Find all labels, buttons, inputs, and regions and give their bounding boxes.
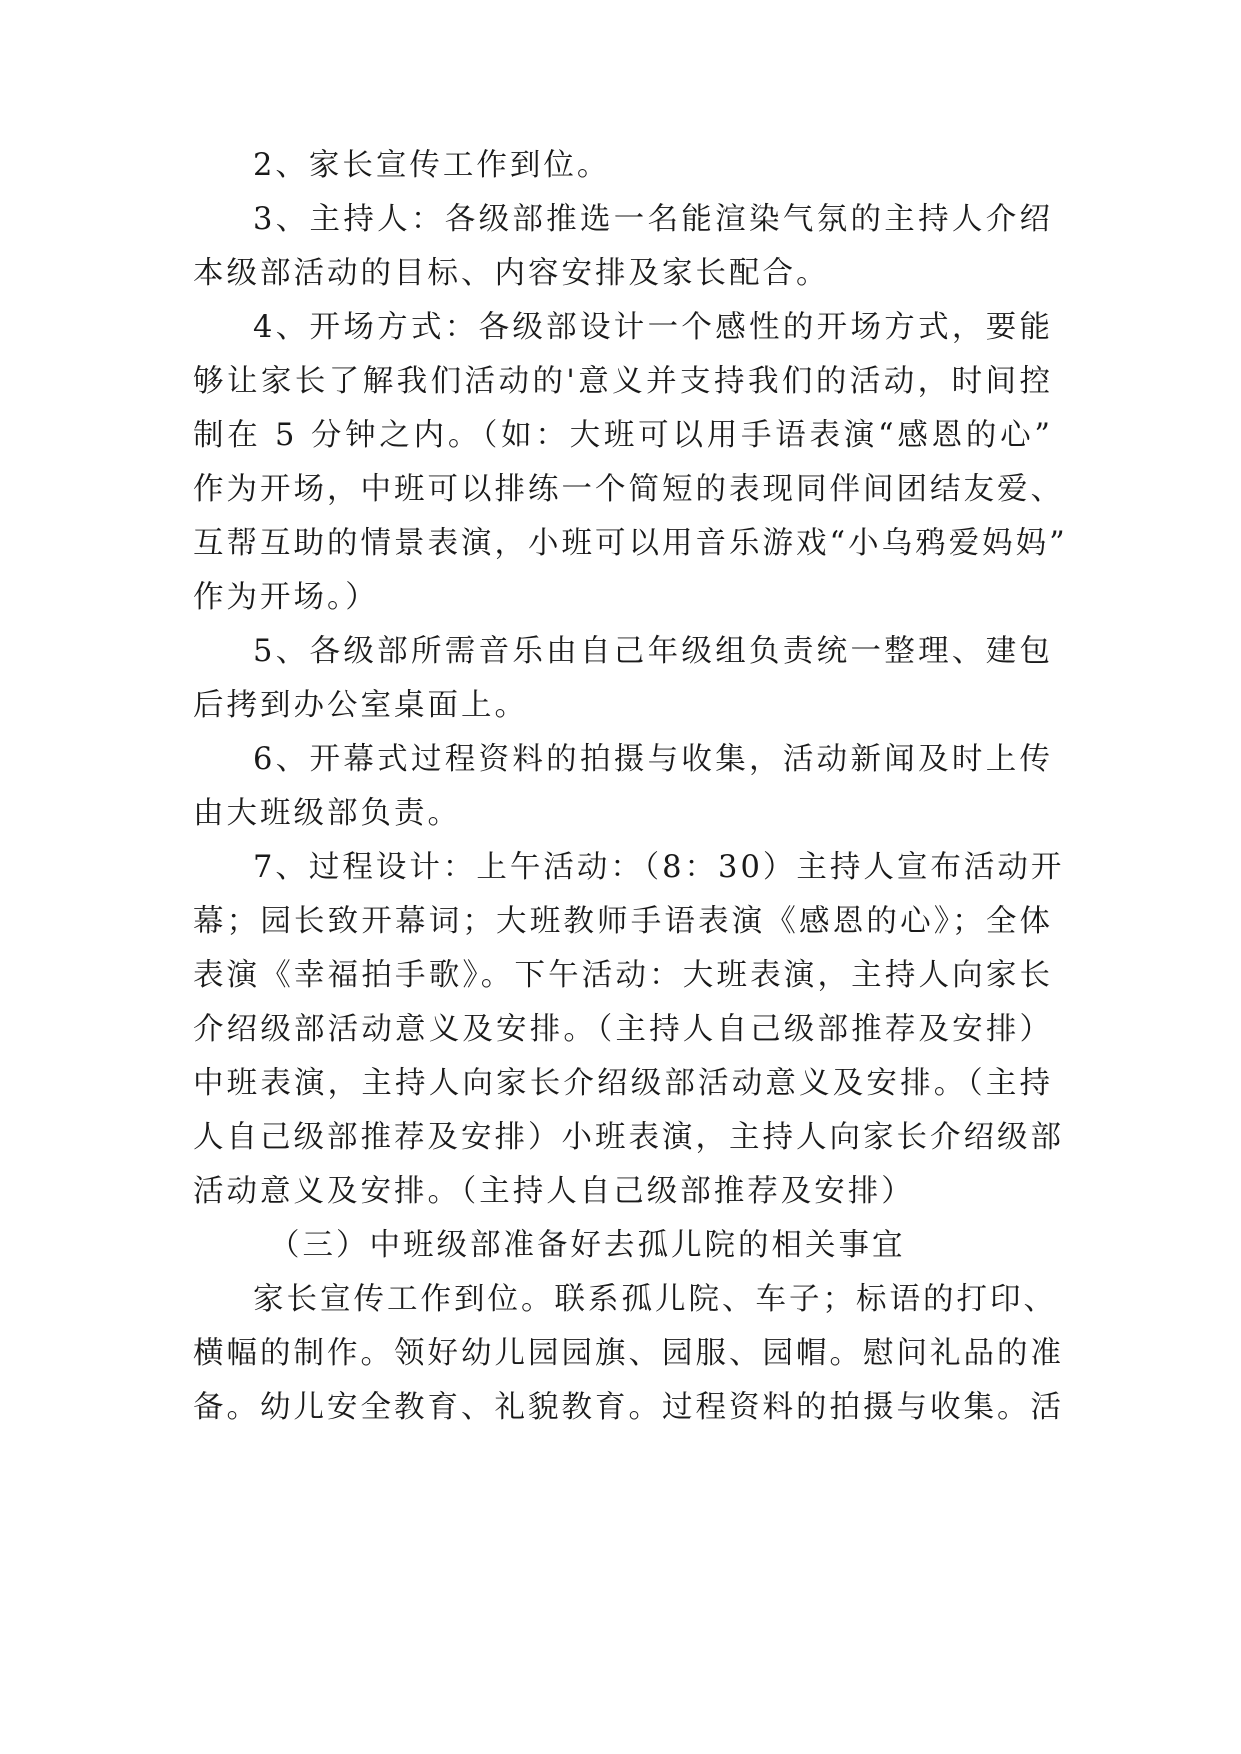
text-line: 2、家长宣传工作到位。 (253, 148, 611, 183)
text-line: 5、各级部所需音乐由自己年级组负责统一整理、建包 (253, 634, 1053, 669)
text-line: 互帮互助的情景表演，小班可以用音乐游戏“小乌鸦爱妈妈” (193, 526, 1068, 561)
text-line: 备。幼儿安全教育、礼貌教育。过程资料的拍摄与收集。活 (193, 1390, 1064, 1425)
text-line: 制在 5 分钟之内。（如：大班可以用手语表演“感恩的心” (193, 418, 1053, 453)
text-line: 够让家长了解我们活动的'意义并支持我们的活动，时间控 (193, 364, 1053, 399)
text-line: 表演《幸福拍手歌》。下午活动：大班表演，主持人向家长 (193, 958, 1053, 993)
text-line: 7、过程设计：上午活动：（8：30）主持人宣布活动开 (253, 850, 1065, 885)
text-line: 介绍级部活动意义及安排。（主持人自己级部推荐及安排） (193, 1012, 1053, 1047)
text-line: 4、开场方式：各级部设计一个感性的开场方式，要能 (253, 310, 1053, 345)
text-line: 横幅的制作。领好幼儿园园旗、园服、园帽。慰问礼品的准 (193, 1336, 1064, 1371)
text-line: 家长宣传工作到位。联系孤儿院、车子；标语的打印、 (253, 1282, 1057, 1317)
text-line: 由大班级部负责。 (193, 796, 461, 831)
text-line: 本级部活动的目标、内容安排及家长配合。 (193, 256, 830, 291)
text-line: 后拷到办公室桌面上。 (193, 688, 528, 723)
text-line: 作为开场，中班可以排练一个简短的表现同伴间团结友爱、 (193, 472, 1064, 507)
text-line: 作为开场。） (193, 580, 379, 615)
text-line: 幕；园长致开幕词；大班教师手语表演《感恩的心》；全体 (193, 904, 1053, 939)
text-line: 3、主持人：各级部推选一名能渲染气氛的主持人介绍 (253, 202, 1053, 237)
text-line: 6、开幕式过程资料的拍摄与收集，活动新闻及时上传 (253, 742, 1053, 777)
section-heading: （三）中班级部准备好去孤儿院的相关事宜 (269, 1228, 906, 1263)
text-line: 人自己级部推荐及安排）小班表演，主持人向家长介绍级部 (193, 1120, 1064, 1155)
text-line: 中班表演，主持人向家长介绍级部活动意义及安排。（主持 (193, 1066, 1053, 1101)
text-line: 活动意义及安排。（主持人自己级部推荐及安排） (193, 1174, 915, 1209)
